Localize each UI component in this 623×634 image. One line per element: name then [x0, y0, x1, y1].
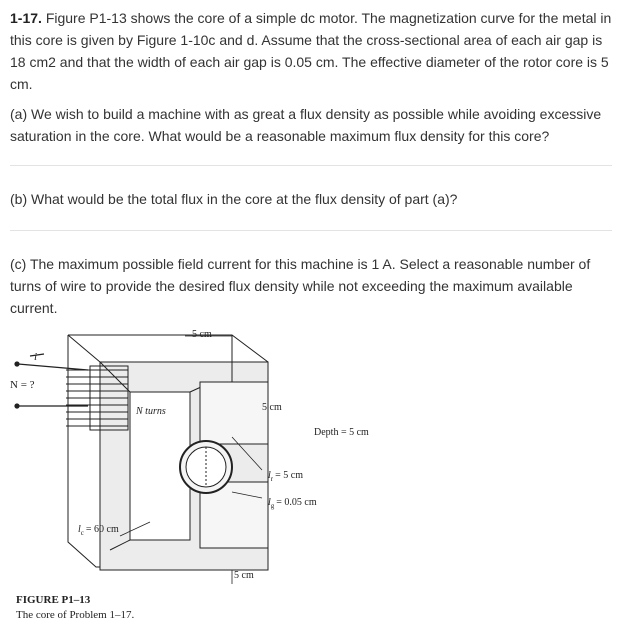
turns-unknown-label: N = ?: [10, 379, 35, 391]
problem-number: 1-17.: [10, 10, 42, 26]
depth-label: Depth = 5 cm: [314, 427, 369, 438]
dim-right-label: 5 cm: [262, 402, 282, 413]
divider: [10, 165, 612, 166]
question-a: (a) We wish to build a machine with as great a flux density as possible while avoiding excessive saturation in the core. What would be a reasonable maximum flux density for this core?: [10, 106, 602, 144]
problem-intro: [10, 7, 615, 95]
problem-intro-text: Figure P1-13 shows the core of a simple dc motor. The magnetization curve for the metal in this core is given by Figure 1-10c and d. Assume that the cross-sectional area of each air gap is 18 cm2 and that the width of each air gap is 0.05 cm. The effective diameter of the rotor core is 5 cm.: [10, 10, 612, 92]
n-turns-label: N turns: [136, 406, 166, 417]
rotor-length-label: $l_r = 5$ cm: [268, 470, 303, 483]
figure-caption-title: FIGURE P1–13: [16, 594, 91, 606]
rotor: [180, 441, 232, 493]
motor-core-figure: [0, 322, 420, 592]
core-length-label: $l_c = 60$ cm: [78, 524, 119, 537]
divider: [10, 230, 612, 231]
figure-caption-text: The core of Problem 1–17.: [16, 609, 135, 621]
dim-top-label: 5 cm: [192, 329, 212, 340]
question-b: (b) What would be the total flux in the core at the flux density of part (a)?: [10, 191, 458, 207]
question-c: (c) The maximum possible field current for this machine is 1 A. Select a reasonable number of turns of wire to provide the desired flux density while not exceeding the maximum available current.: [10, 256, 591, 316]
gap-length-label: $l_g = 0.05$ cm: [268, 497, 317, 510]
dim-bottom-label: 5 cm: [234, 570, 254, 581]
current-label: i: [34, 351, 38, 363]
